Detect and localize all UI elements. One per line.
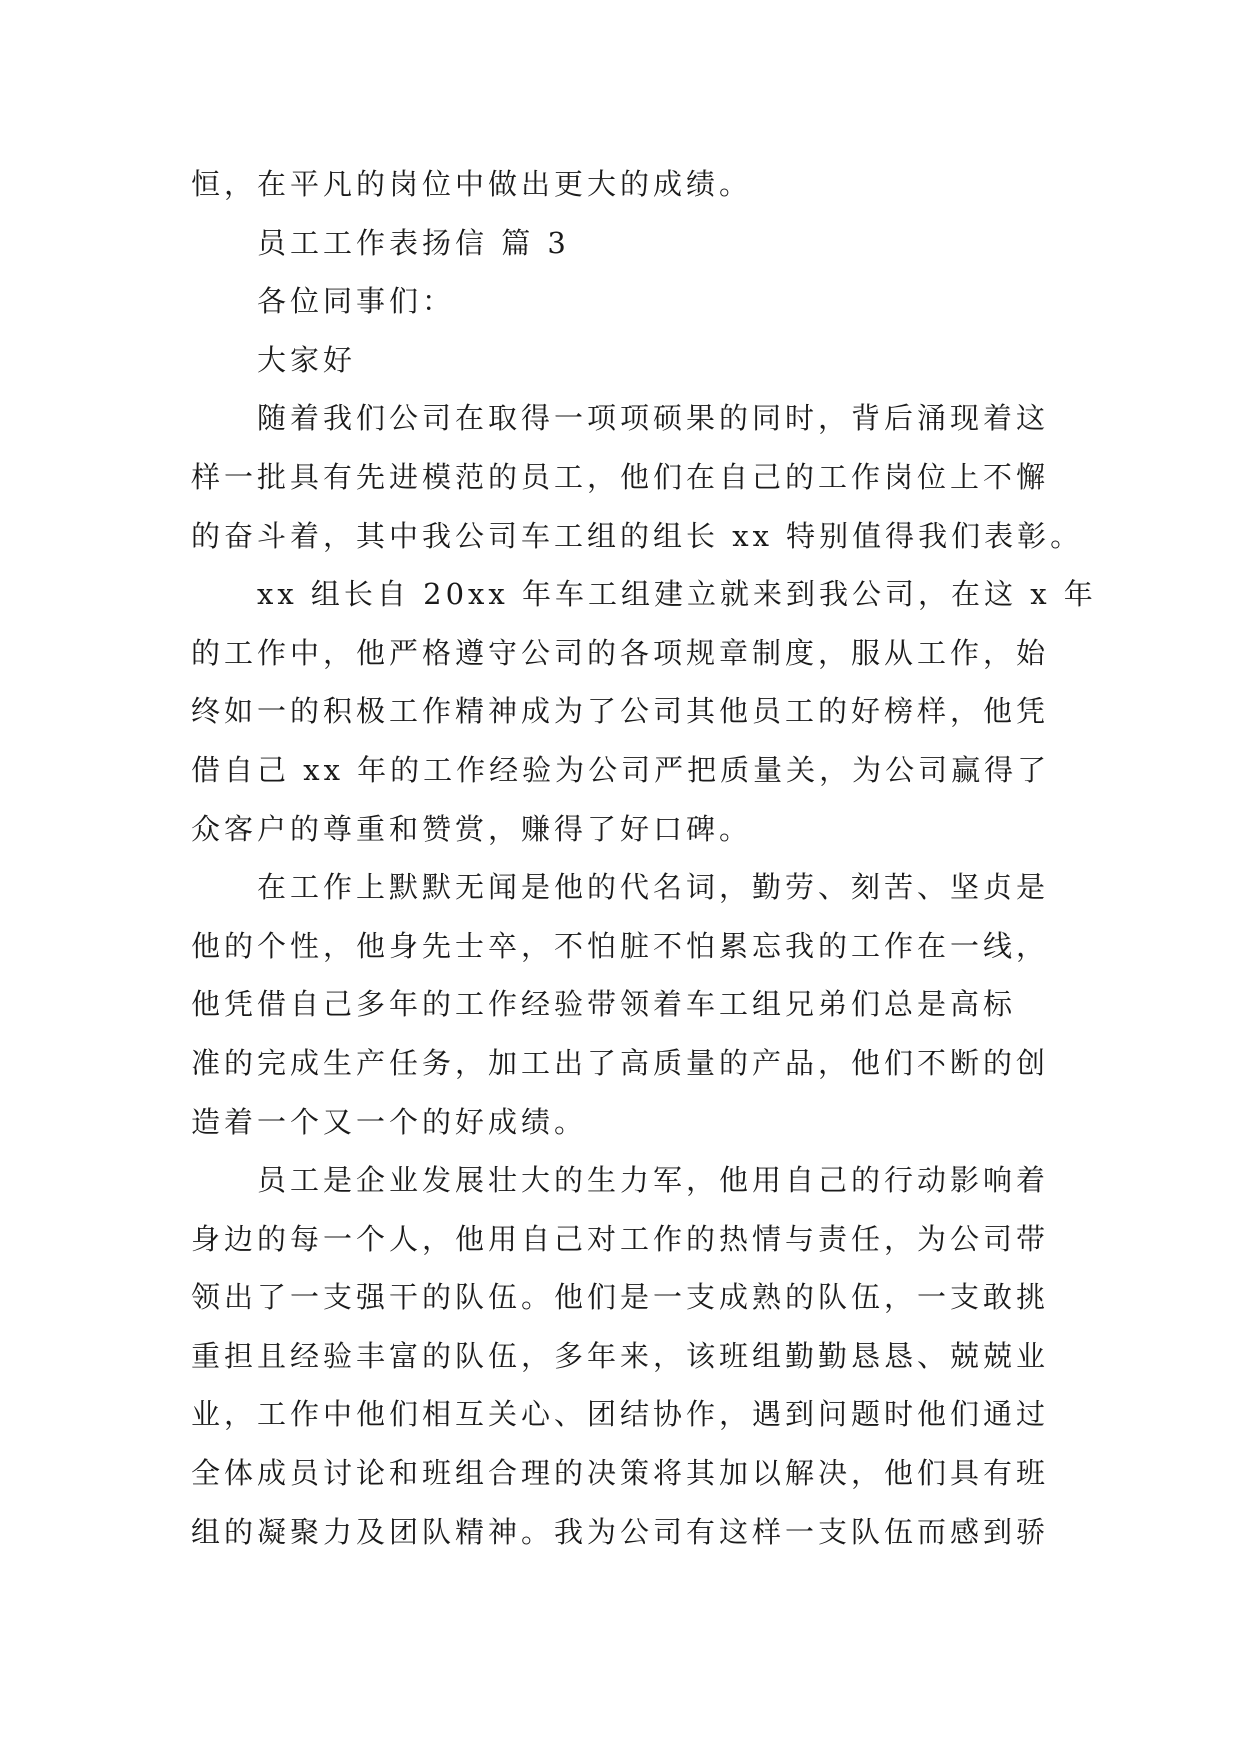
text-line: 准的完成生产任务，加工出了高质量的产品，他们不断的创 xyxy=(191,1045,1050,1080)
text-line: 借自己 xx 年的工作经验为公司严把质量关，为公司赢得了 xyxy=(191,752,1051,787)
text-line: 随着我们公司在取得一项项硕果的同时，背后涌现着这 xyxy=(257,401,1050,436)
text-line: 恒，在平凡的岗位中做出更大的成绩。 xyxy=(191,167,753,201)
text-line: 身边的每一个人，他用自己对工作的热情与责任，为公司带 xyxy=(191,1221,1050,1256)
text-line: 的工作中，他严格遵守公司的各项规章制度，服从工作，始 xyxy=(191,635,1050,670)
text-line: 样一批具有先进模范的员工，他们在自己的工作岗位上不懈 xyxy=(191,459,1050,494)
text-line: 组的凝聚力及团队精神。我为公司有这样一支队伍而感到骄 xyxy=(191,1514,1050,1549)
text-line: 各位同事们： xyxy=(257,284,456,319)
text-line: 众客户的尊重和赞赏，赚得了好口碑。 xyxy=(191,811,753,846)
text-line: 员工工作表扬信 篇 3 xyxy=(257,225,570,260)
document-body xyxy=(191,155,1097,1561)
text-line: 的奋斗着，其中我公司车工组的组长 xx 特别值得我们表彰。 xyxy=(191,518,1084,553)
text-line: 大家好 xyxy=(257,342,357,377)
text-line: 他的个性，他身先士卒，不怕脏不怕累忘我的工作在一线， xyxy=(191,928,1050,963)
text-line: 他凭借自己多年的工作经验带领着车工组兄弟们总是高标 xyxy=(191,987,1017,1022)
text-line: 重担且经验丰富的队伍，多年来，该班组勤勤恳恳、兢兢业 xyxy=(191,1338,1050,1373)
text-line: 领出了一支强干的队伍。他们是一支成熟的队伍，一支敢挑 xyxy=(191,1280,1050,1315)
text-line: 造着一个又一个的好成绩。 xyxy=(191,1104,588,1139)
text-line: 业，工作中他们相互关心、团结协作，遇到问题时他们通过 xyxy=(191,1397,1050,1432)
text-line: xx 组长自 20xx 年车工组建立就来到我公司，在这 x 年 xyxy=(257,577,1097,612)
text-line: 终如一的积极工作精神成为了公司其他员工的好榜样，他凭 xyxy=(191,694,1050,729)
text-line: 在工作上默默无闻是他的代名词，勤劳、刻苦、坚贞是 xyxy=(257,870,1050,905)
text-line: 员工是企业发展壮大的生力军，他用自己的行动影响着 xyxy=(257,1163,1050,1198)
text-line: 全体成员讨论和班组合理的决策将其加以解决，他们具有班 xyxy=(191,1456,1050,1491)
